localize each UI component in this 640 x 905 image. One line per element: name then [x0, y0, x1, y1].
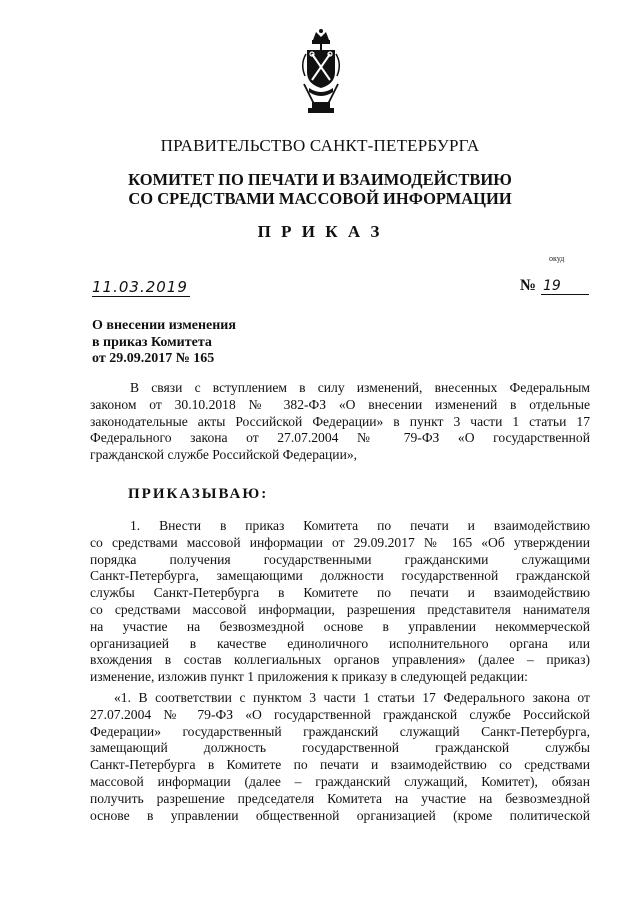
okud-label: окуд: [549, 254, 565, 263]
text-line: Федерации» государственный гражданский служащий Санкт-Петербурга,: [90, 723, 590, 739]
order-number-label: №: [520, 277, 537, 294]
text-line: гражданской службе Российской Федерации»,: [90, 447, 358, 463]
text-line: службы Санкт-Петербурга в Комитете по печати и взаимодействию: [90, 585, 590, 601]
committee-title-line-2: СО СРЕДСТВАМИ МАССОВОЙ ИНФОРМАЦИИ: [128, 189, 512, 208]
preamble-paragraph: [90, 380, 590, 464]
text-line: организацией в качестве единоличного исполнительного органа или: [90, 635, 590, 651]
text-line: со средствами массовой информации, разрешения представителя нанимателя: [90, 601, 590, 617]
subject-line: О внесении изменения: [92, 318, 236, 333]
text-line: изменение, изложив пункт 1 приложения к приказу в следующей редакции:: [90, 669, 528, 685]
text-line: на участие на безвозмездной основе в управлении некоммерческой: [90, 618, 590, 634]
subject-line: в приказ Комитета: [92, 334, 212, 350]
order-date: 11.03.2019: [92, 278, 190, 297]
text-line: «1. В соответствии с пунктом 3 части 1 статьи 17 Федерального закона от: [114, 690, 590, 705]
government-title: ПРАВИТЕЛЬСТВО САНКТ-ПЕТЕРБУРГА: [160, 136, 480, 155]
text-line: со средствами массовой информации от 29.09.2017 № 165 «Об утверждении: [90, 534, 590, 550]
text-line: Федерального закона от 27.07.2004 № 79-ФЗ «О государственной: [90, 430, 590, 446]
text-line: 1. Внести в приказ Комитета по печати и взаимодействию: [130, 518, 590, 533]
quoted-point-paragraph: [90, 690, 590, 824]
order-number: 19: [541, 278, 589, 295]
text-line: законом от 30.10.2018 № 382-ФЗ «О внесении изменений в отдельные: [90, 396, 590, 412]
committee-title-line-1: КОМИТЕТ ПО ПЕЧАТИ И ВЗАИМОДЕЙСТВИЮ: [128, 170, 512, 189]
text-line: законодательные акты Российской Федерации» в пункт 3 части 1 статьи 17: [90, 413, 590, 429]
document-type-heading: П Р И К А З: [257, 222, 383, 241]
text-line: замещающий должность государственной гражданской службы: [90, 740, 590, 756]
coat-of-arms-emblem: [296, 28, 346, 118]
text-line: основе в управлении общественной организацией (кроме политической: [90, 807, 590, 823]
text-line: Санкт-Петербурга, замещающими должности государственной гражданской: [90, 568, 590, 584]
point-1-paragraph: [90, 518, 590, 686]
committee-title: [0, 170, 640, 208]
text-line: порядка получения государственными гражданскими служащими: [90, 551, 590, 567]
text-line: Санкт-Петербурга в Комитете по печати и взаимодействию со средствами: [90, 757, 590, 773]
text-line: вхождения в состав коллегиальных органов управления» (далее – приказ): [90, 652, 590, 668]
text-line: 27.07.2004 № 79-ФЗ «О государственной гражданской службе Российской: [90, 706, 590, 722]
decree-word: ПРИКАЗЫВАЮ:: [128, 486, 269, 502]
text-line: массовой информации (далее – гражданский служащий, Комитет), обязан: [90, 773, 590, 789]
order-subject: [92, 318, 236, 368]
text-line: получить разрешение председателя Комитета на участие на безвозмездной: [90, 790, 590, 806]
text-line: В связи с вступлением в силу изменений, внесенных Федеральным: [130, 380, 590, 395]
subject-line: от 29.09.2017 № 165: [92, 351, 215, 366]
